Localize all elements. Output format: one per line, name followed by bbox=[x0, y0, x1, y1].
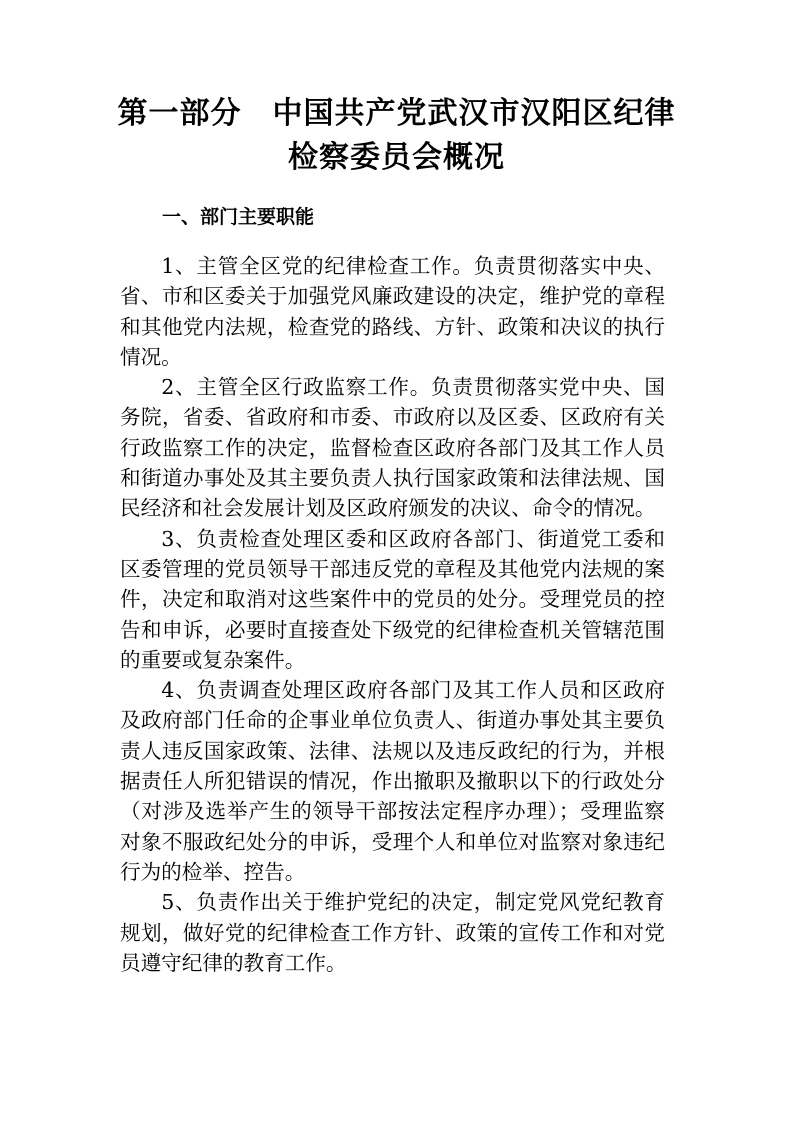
paragraph-4: 4、负责调查处理区政府各部门及其工作人员和区政府及政府部门任命的企事业单位负责人、街道办事处其主要负责人违反国家政策、法律、法规以及违反政纪的行为，并根据责任人所犯错误的情况，作出撤职及撤职以下的行政处分（对涉及选举产生的领导干部按法定程序办理）；受理监察对象不服政纪处分的申诉，受理个人和单位对监察对象违纪行为的检举、控告。 bbox=[120, 678, 665, 884]
section-heading: 一、部门主要职能 bbox=[162, 206, 315, 228]
paragraph-1: 1、主管全区党的纪律检查工作。负责贯彻落实中央、省、市和区委关于加强党风廉政建设的决定，维护党的章程和其他党内法规，检查党的路线、方针、政策和决议的执行情况。 bbox=[120, 254, 665, 369]
paragraph-2: 2、主管全区行政监察工作。负责贯彻落实党中央、国务院，省委、省政府和市委、市政府以及区委、区政府有关行政监察工作的决定，监督检查区政府各部门及其工作人员和街道办事处及其主要负责人执行国家政策和法律法规、国民经济和社会发展计划及区政府颁发的决议、命令的情况。 bbox=[120, 375, 665, 521]
title-line-2: 检察委员会概况 bbox=[288, 140, 505, 175]
document-title bbox=[100, 92, 693, 180]
title-line-1: 第一部分 中国共产党武汉市汉阳区纪律 bbox=[117, 96, 676, 131]
section-body bbox=[120, 251, 665, 978]
paragraph-5: 5、负责作出关于维护党纪的决定，制定党风党纪教育规划，做好党的纪律检查工作方针、政策的宣传工作和对党员遵守纪律的教育工作。 bbox=[120, 890, 665, 975]
paragraph-3: 3、负责检查处理区委和区政府各部门、街道党工委和区委管理的党员领导干部违反党的章程及其他党内法规的案件，决定和取消对这些案件中的党员的处分。受理党员的控告和申诉，必要时直接查处下级党的纪律检查机关管辖范围的重要或复杂案件。 bbox=[120, 526, 665, 672]
